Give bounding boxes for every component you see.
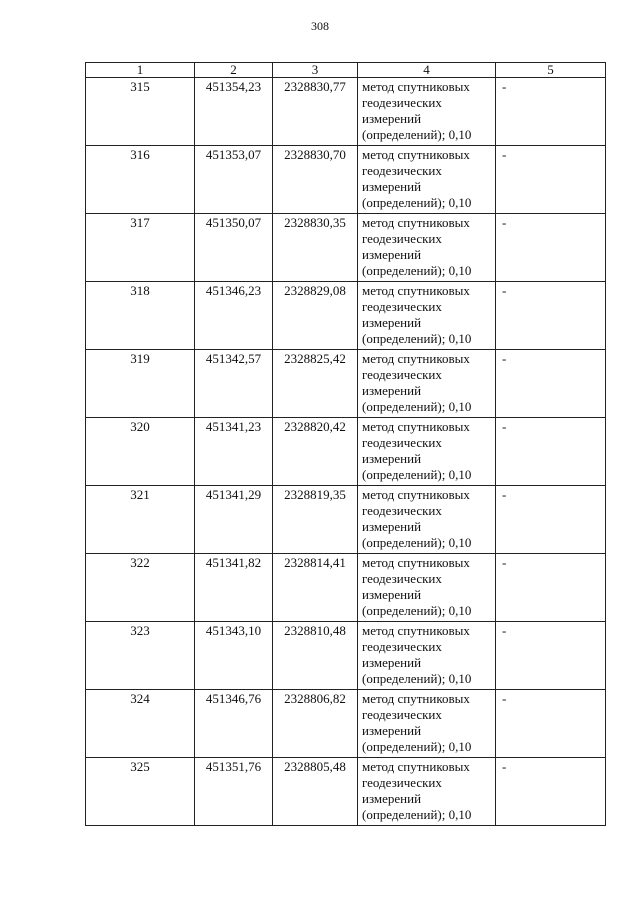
y-coordinate-cell: 2328830,35	[273, 214, 358, 282]
column-header-2: 2	[195, 63, 273, 78]
point-number-cell: 319	[86, 350, 195, 418]
note-cell: -	[496, 622, 606, 690]
point-number-cell: 325	[86, 758, 195, 826]
table-row	[86, 758, 606, 826]
note-cell: -	[496, 282, 606, 350]
y-coordinate-cell: 2328806,82	[273, 690, 358, 758]
point-number-cell: 321	[86, 486, 195, 554]
x-coordinate-cell: 451341,23	[195, 418, 273, 486]
y-coordinate-cell: 2328814,41	[273, 554, 358, 622]
table-row	[86, 418, 606, 486]
x-coordinate-cell: 451341,82	[195, 554, 273, 622]
method-cell: метод спутниковых геодезических измерений (определений); 0,10	[358, 690, 496, 758]
x-coordinate-cell: 451346,76	[195, 690, 273, 758]
table-row	[86, 622, 606, 690]
note-cell: -	[496, 486, 606, 554]
x-coordinate-cell: 451346,23	[195, 282, 273, 350]
y-coordinate-cell: 2328805,48	[273, 758, 358, 826]
note-cell: -	[496, 418, 606, 486]
table-header-row	[86, 63, 606, 78]
x-coordinate-cell: 451350,07	[195, 214, 273, 282]
point-number-cell: 323	[86, 622, 195, 690]
coordinates-table	[85, 62, 606, 826]
method-cell: метод спутниковых геодезических измерений (определений); 0,10	[358, 418, 496, 486]
method-cell: метод спутниковых геодезических измерений (определений); 0,10	[358, 146, 496, 214]
table-row	[86, 78, 606, 146]
point-number-cell: 324	[86, 690, 195, 758]
note-cell: -	[496, 350, 606, 418]
note-cell: -	[496, 78, 606, 146]
point-number-cell: 315	[86, 78, 195, 146]
y-coordinate-cell: 2328819,35	[273, 486, 358, 554]
method-cell: метод спутниковых геодезических измерений (определений); 0,10	[358, 214, 496, 282]
note-cell: -	[496, 690, 606, 758]
method-cell: метод спутниковых геодезических измерений (определений); 0,10	[358, 282, 496, 350]
table-row	[86, 282, 606, 350]
table-row	[86, 690, 606, 758]
y-coordinate-cell: 2328829,08	[273, 282, 358, 350]
method-cell: метод спутниковых геодезических измерений (определений); 0,10	[358, 554, 496, 622]
method-cell: метод спутниковых геодезических измерений (определений); 0,10	[358, 758, 496, 826]
y-coordinate-cell: 2328830,77	[273, 78, 358, 146]
column-header-3: 3	[273, 63, 358, 78]
point-number-cell: 318	[86, 282, 195, 350]
point-number-cell: 320	[86, 418, 195, 486]
table-row	[86, 214, 606, 282]
x-coordinate-cell: 451342,57	[195, 350, 273, 418]
point-number-cell: 317	[86, 214, 195, 282]
x-coordinate-cell: 451343,10	[195, 622, 273, 690]
x-coordinate-cell: 451354,23	[195, 78, 273, 146]
note-cell: -	[496, 214, 606, 282]
method-cell: метод спутниковых геодезических измерений (определений); 0,10	[358, 622, 496, 690]
page-number: 308	[311, 19, 329, 33]
column-header-5: 5	[496, 63, 606, 78]
x-coordinate-cell: 451353,07	[195, 146, 273, 214]
method-cell: метод спутниковых геодезических измерений (определений); 0,10	[358, 350, 496, 418]
table-row	[86, 554, 606, 622]
note-cell: -	[496, 554, 606, 622]
table-row	[86, 146, 606, 214]
column-header-4: 4	[358, 63, 496, 78]
method-cell: метод спутниковых геодезических измерений (определений); 0,10	[358, 78, 496, 146]
y-coordinate-cell: 2328820,42	[273, 418, 358, 486]
y-coordinate-cell: 2328825,42	[273, 350, 358, 418]
column-header-1: 1	[86, 63, 195, 78]
table-row	[86, 486, 606, 554]
note-cell: -	[496, 146, 606, 214]
x-coordinate-cell: 451341,29	[195, 486, 273, 554]
x-coordinate-cell: 451351,76	[195, 758, 273, 826]
y-coordinate-cell: 2328830,70	[273, 146, 358, 214]
method-cell: метод спутниковых геодезических измерений (определений); 0,10	[358, 486, 496, 554]
y-coordinate-cell: 2328810,48	[273, 622, 358, 690]
point-number-cell: 322	[86, 554, 195, 622]
note-cell: -	[496, 758, 606, 826]
point-number-cell: 316	[86, 146, 195, 214]
table-row	[86, 350, 606, 418]
